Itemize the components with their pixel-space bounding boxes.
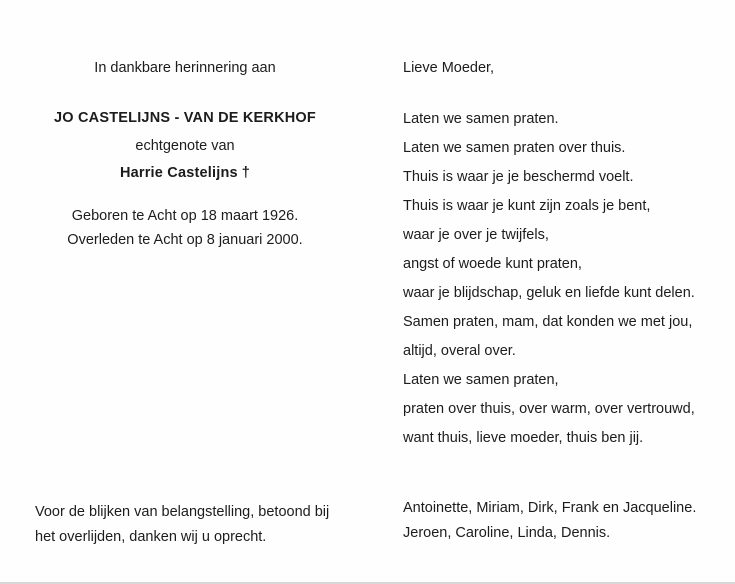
- poem-line: Laten we samen praten over thuis.: [403, 140, 626, 156]
- poem-greeting: Lieve Moeder,: [403, 60, 495, 76]
- spouse-intro: echtgenote van: [135, 138, 235, 154]
- poem-line: Laten we samen praten.: [403, 111, 559, 127]
- poem-line: want thuis, lieve moeder, thuis ben jij.: [403, 430, 644, 446]
- thanks-line-1: Voor de blijken van belangstelling, betoond bij: [35, 504, 330, 520]
- poem-line: altijd, overal over.: [403, 343, 516, 359]
- poem-line: angst of woede kunt praten,: [403, 256, 582, 272]
- death-line: Overleden te Acht op 8 januari 2000.: [67, 232, 303, 248]
- poem-line: Thuis is waar je je beschermd voelt.: [403, 169, 634, 185]
- spouse-line: [30, 165, 340, 181]
- thanks-line-2: het overlijden, danken wij u oprecht.: [35, 529, 267, 545]
- poem-line: Laten we samen praten,: [403, 372, 559, 388]
- memorial-intro: In dankbare herinnering aan: [94, 60, 276, 76]
- spouse-name: Harrie Castelijns: [119, 165, 238, 181]
- family-line-2: Jeroen, Caroline, Linda, Dennis.: [403, 525, 611, 541]
- poem-line: Thuis is waar je kunt zijn zoals je bent,: [403, 198, 651, 214]
- poem-line: waar je over je twijfels,: [403, 227, 549, 243]
- thanks-text: [35, 500, 335, 550]
- poem-line: waar je blijdschap, geluk en liefde kunt delen.: [403, 285, 695, 301]
- deceased-name: JO CASTELIJNS - VAN DE KERKHOF: [54, 110, 316, 126]
- poem-line: praten over thuis, over warm, over vertrouwd,: [403, 401, 695, 417]
- poem-line: Samen praten, mam, dat konden we met jou,: [403, 314, 693, 330]
- family-line-1: Antoinette, Miriam, Dirk, Frank en Jacqueline.: [403, 500, 697, 516]
- cross-icon: †: [241, 165, 251, 181]
- birth-line: Geboren te Acht op 18 maart 1926.: [71, 208, 299, 224]
